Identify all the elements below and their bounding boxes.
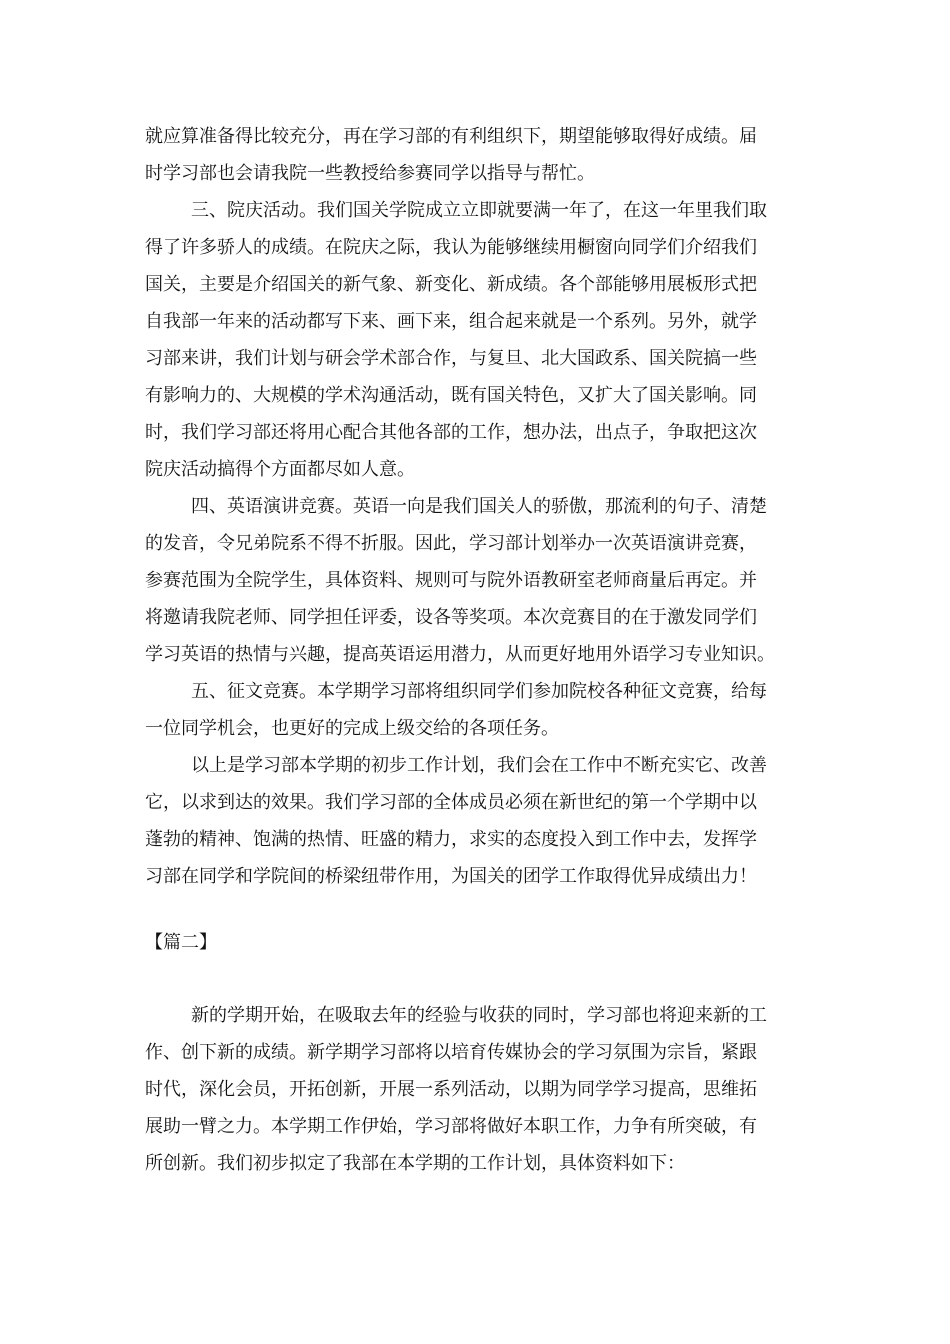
text-line: 自我部一年来的活动都写下来、画下来，组合起来就是一个系列。另外，就学 [145,311,757,332]
section-heading: 【篇二】 [145,932,217,953]
text-line: 一位同学机会，也更好的完成上级交给的各项任务。 [145,718,559,739]
text-line: 所创新。我们初步拟定了我部在本学期的工作计划，具体资料如下： [145,1153,685,1174]
text-line: 得了许多骄人的成绩。在院庆之际，我认为能够继续用橱窗向同学们介绍我们 [145,237,757,258]
text-line: 蓬勃的精神、饱满的热情、旺盛的精力，求实的态度投入到工作中去，发挥学 [145,829,757,850]
text-line: 习部来讲，我们计划与研会学术部合作，与复旦、北大国政系、国关院搞一些 [145,348,757,369]
text-line: 国关，主要是介绍国关的新气象、新变化、新成绩。各个部能够用展板形式把 [145,274,757,295]
text-line: 将邀请我院老师、同学担任评委，设各等奖项。本次竞赛目的在于激发同学们 [145,607,757,628]
section-two-body [145,997,815,1182]
text-line: 时，我们学习部还将用心配合其他各部的工作，想办法，出点子，争取把这次 [145,422,757,443]
text-line: 学习英语的热情与兴趣，提高英语运用潜力，从而更好地用外语学习专业知识。 [145,644,775,665]
text-line: 就应算准备得比较充分，再在学习部的有利组织下，期望能够取得好成绩。届 [145,126,757,147]
text-line: 时代，深化会员，开拓创新，开展一系列活动，以期为同学学习提高，思维拓 [145,1079,757,1100]
text-line: 三、院庆活动。我们国关学院成立立即就要满一年了，在这一年里我们取 [191,200,767,221]
text-line: 的发音，令兄弟院系不得不折服。因此，学习部计划举办一次英语演讲竞赛， [145,533,757,554]
text-line: 时学习部也会请我院一些教授给参赛同学以指导与帮忙。 [145,163,595,184]
text-line: 四、英语演讲竞赛。英语一向是我们国关人的骄傲，那流利的句子、清楚 [191,496,767,517]
text-line: 展助一臂之力。本学期工作伊始，学习部将做好本职工作，力争有所突破，有 [145,1116,757,1137]
text-line: 新的学期开始，在吸取去年的经验与收获的同时，学习部也将迎来新的工 [191,1005,767,1026]
text-line: 以上是学习部本学期的初步工作计划，我们会在工作中不断充实它、改善 [191,755,767,776]
text-line: 有影响力的、大规模的学术沟通活动，既有国关特色，又扩大了国关影响。同 [145,385,757,406]
text-line: 五、征文竞赛。本学期学习部将组织同学们参加院校各种征文竞赛，给每 [191,681,767,702]
text-line: 作、创下新的成绩。新学期学习部将以培育传媒协会的学习氛围为宗旨，紧跟 [145,1042,757,1063]
text-line: 院庆活动搞得个方面都尽如人意。 [145,459,415,480]
text-line: 习部在同学和学院间的桥梁纽带作用，为国关的团学工作取得优异成绩出力！ [145,866,757,887]
section-one-body [145,118,815,895]
text-line: 参赛范围为全院学生，具体资料、规则可与院外语教研室老师商量后再定。并 [145,570,757,591]
text-line: 它，以求到达的效果。我们学习部的全体成员必须在新世纪的第一个学期中以 [145,792,757,813]
